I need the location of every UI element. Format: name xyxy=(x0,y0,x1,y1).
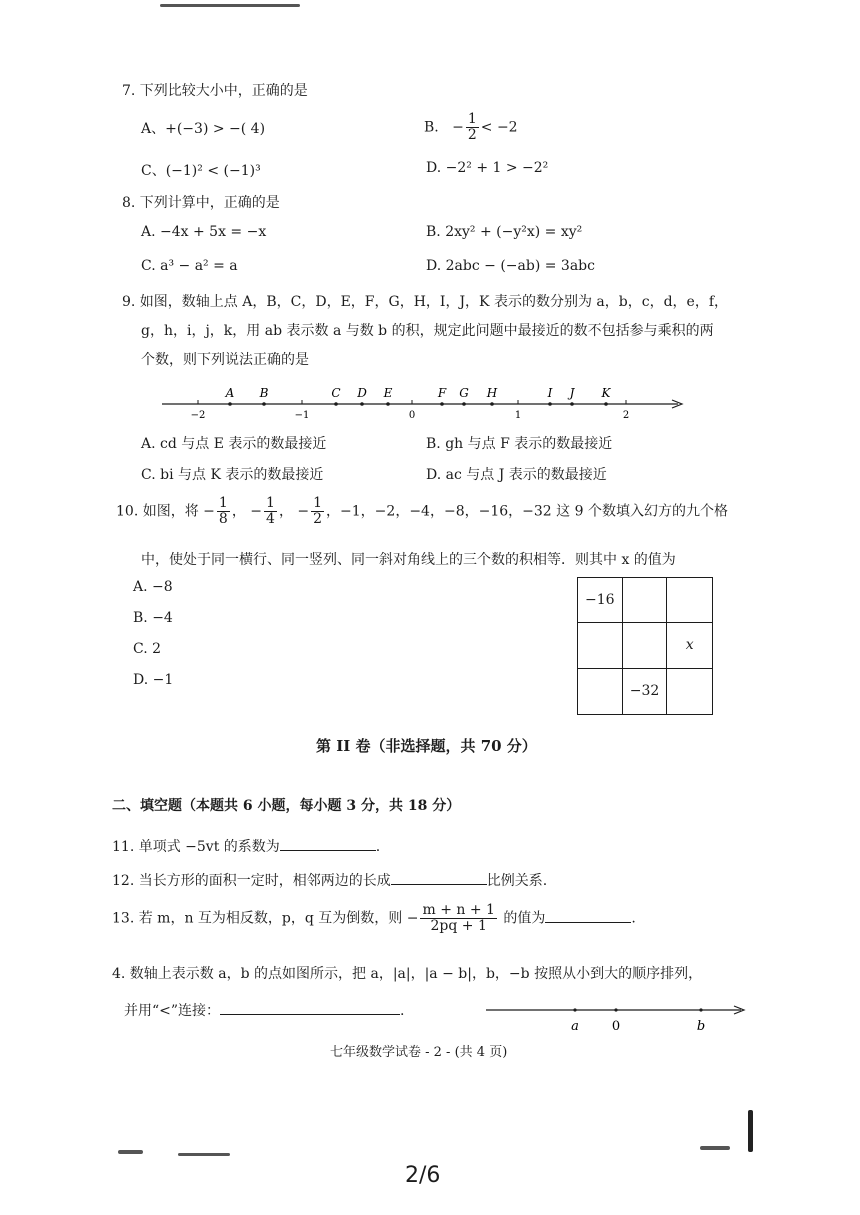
axis-point-label: D xyxy=(357,386,367,400)
q10-line-2: 中，使处于同一横行、同一竖列、同一斜对角线上的三个数的积相等．则其中 x 的值为 xyxy=(141,552,676,568)
q7-stem: 7. 下列比较大小中，正确的是 xyxy=(122,83,308,99)
q7-option-a: A、+(−3) > −( 4) xyxy=(141,121,266,137)
q14-text: 并用“<”连接： xyxy=(124,1003,221,1019)
axis-point-A xyxy=(228,402,232,406)
grid-cell xyxy=(667,669,712,714)
axis-point-label: I xyxy=(547,386,553,400)
q14-end: . xyxy=(400,1003,405,1019)
q10-option-d: D. −1 xyxy=(133,672,174,688)
axis-point-label: J xyxy=(569,386,575,400)
q13-text: 13. 若 m，n 互为相反数，p，q 互为倒数，则 xyxy=(112,910,403,927)
q10-fraction-1: $\frac{1}{8}$ xyxy=(218,495,228,527)
q13-fraction: $\frac{m + n + 1}{2pq + 1}$ xyxy=(422,902,495,934)
grid-cell-x: x xyxy=(667,623,712,668)
q9-line-3: 个数，则下列说法正确的是 xyxy=(141,352,309,368)
q8-option-d: D. 2abc − (−ab) = 3abc xyxy=(426,258,595,274)
axis-point-K xyxy=(604,402,608,406)
axis-point-J xyxy=(570,402,574,406)
q8-option-a: A. −4x + 5x = −x xyxy=(141,224,267,240)
axis-tick-label: −1 xyxy=(294,410,310,421)
q10-fraction-3: $\frac{1}{2}$ xyxy=(313,495,323,527)
q13-answer-blank[interactable] xyxy=(545,910,631,923)
axis-point-D xyxy=(360,402,364,406)
q10-fraction-2: $\frac{1}{4}$ xyxy=(266,495,275,527)
part2-title: 第 II 卷（非选择题，共 70 分） xyxy=(316,737,537,755)
magic-square-grid xyxy=(577,577,713,715)
axis-label: 0 xyxy=(611,1019,621,1034)
axis-tick-label: 1 xyxy=(514,410,522,421)
q10-option-c: C. 2 xyxy=(133,641,162,657)
axis-tick-label: 2 xyxy=(622,410,630,421)
axis-point-label: H xyxy=(486,386,498,400)
q14-line-2 xyxy=(124,1000,405,1020)
q14-number-line xyxy=(486,1000,748,1036)
q14-line-1: 4. 数轴上表示数 a，b 的点如图所示，把 a，|a|，|a − b|，b，−b 按照从小到大的顺序排列， xyxy=(112,966,703,982)
grid-cell xyxy=(623,578,668,623)
q14-answer-blank[interactable] xyxy=(220,1002,400,1015)
axis-point-label: K xyxy=(601,386,611,400)
q12-text: 12. 当长方形的面积一定时，相邻两边的长成 xyxy=(112,873,391,889)
q11-text: 11. 单项式 −5vt 的系数为 xyxy=(112,839,280,855)
q9-option-d: D. ac 与点 J 表示的数最接近 xyxy=(426,467,607,483)
q13-text-2: 的值为 xyxy=(503,910,546,927)
q7-option-b-label: B. xyxy=(424,119,439,136)
axis-point-F xyxy=(440,402,444,406)
axis-point-label: C xyxy=(331,386,341,400)
q9-line-2: g，h，i，j，k，用 ab 表示数 a 与数 b 的积，规定此问题中最接近的数不包括参与乘积的两 xyxy=(141,323,714,339)
page-indicator: 2/6 xyxy=(405,1163,441,1188)
q9-number-line xyxy=(150,380,695,422)
q11 xyxy=(112,836,380,856)
scan-artifact-left xyxy=(118,1150,143,1154)
axis-point-B xyxy=(262,402,266,406)
axis-point-E xyxy=(386,402,390,406)
q11-end: . xyxy=(375,839,381,855)
q11-answer-blank[interactable] xyxy=(280,838,376,851)
q9-option-a: A. cd 与点 E 表示的数最接近 xyxy=(141,436,327,452)
q10-suffix: ，−1，−2，−4，−8，−16，−32 这 9 个数填入幻方的九个格 xyxy=(326,503,728,520)
q7-option-b-rest: < −2 xyxy=(480,119,518,136)
q9-option-b: B. gh 与点 F 表示的数最接近 xyxy=(426,436,613,452)
axis-label: a xyxy=(571,1019,579,1034)
grid-cell xyxy=(623,623,668,668)
axis-point-H xyxy=(490,402,494,406)
q9-option-c: C. bi 与点 K 表示的数最接近 xyxy=(141,467,324,483)
q7-option-b-fraction: $\frac{1}{2}$ xyxy=(467,111,477,143)
page-footer: 七年级数学试卷 - 2 - (共 4 页) xyxy=(330,1045,508,1060)
q8-option-c: C. a³ − a² = a xyxy=(141,258,238,274)
grid-cell: −16 xyxy=(578,578,623,623)
axis-point-label: G xyxy=(459,386,469,400)
axis-point-0 xyxy=(614,1008,617,1011)
grid-cell xyxy=(667,578,712,623)
q13-end: . xyxy=(631,910,636,927)
scan-artifact-right-bar xyxy=(748,1110,753,1152)
grid-cell xyxy=(578,623,623,668)
q12-end: 比例关系. xyxy=(486,873,548,889)
q8-stem: 8. 下列计算中，正确的是 xyxy=(122,195,280,211)
axis-point-label: A xyxy=(225,386,235,400)
axis-point-label: B xyxy=(259,386,269,400)
q12 xyxy=(112,870,547,890)
axis-tick-label: −2 xyxy=(190,410,206,421)
q12-answer-blank[interactable] xyxy=(391,872,487,885)
section2-title: 二、填空题（本题共 6 小题，每小题 3 分，共 18 分） xyxy=(112,798,461,814)
axis-point-label: E xyxy=(383,386,393,400)
q10-line-1: 10. 如图，将 − $\frac{1}{8}$ ， − $\frac{1}{4}$ ， − $\frac{1}{2}$ ，−1，−2，−4，−8，−16，−32 这 9 个数填入幻方的九个格 xyxy=(116,495,728,527)
scan-artifact-top xyxy=(160,4,300,7)
q13: 13. 若 m，n 互为相反数，p，q 互为倒数，则 − $\frac{m + n + 1}{2pq + 1}$ 的值为 . xyxy=(112,902,636,934)
grid-cell: −32 xyxy=(623,669,668,714)
q9-line-1: 9. 如图，数轴上点 A，B，C，D，E，F，G，H，I，J，K 表示的数分别为 a，b，c，d，e，f， xyxy=(122,294,728,310)
grid-cell xyxy=(578,669,623,714)
q7-option-b: B. − $\frac{1}{2}$ < −2 xyxy=(424,111,518,143)
axis-point-label: F xyxy=(437,386,447,400)
scan-artifact-left-2 xyxy=(178,1153,230,1156)
axis-label: b xyxy=(696,1019,706,1034)
q8-option-b: B. 2xy² + (−y²x) = xy² xyxy=(426,224,583,240)
axis-point-I xyxy=(548,402,552,406)
axis-point-C xyxy=(334,402,338,406)
q10-option-b: B. −4 xyxy=(133,610,173,626)
axis-tick-label: 0 xyxy=(408,410,416,421)
axis-point-G xyxy=(462,402,466,406)
q7-option-c: C、(−1)² < (−1)³ xyxy=(141,163,261,179)
axis-point-a xyxy=(573,1008,576,1011)
q10-prefix: 10. 如图，将 xyxy=(116,503,199,520)
axis-point-b xyxy=(699,1008,702,1011)
q10-option-a: A. −8 xyxy=(133,579,173,595)
scan-artifact-right xyxy=(700,1146,730,1150)
q7-option-d: D. −2² + 1 > −2² xyxy=(426,160,549,176)
